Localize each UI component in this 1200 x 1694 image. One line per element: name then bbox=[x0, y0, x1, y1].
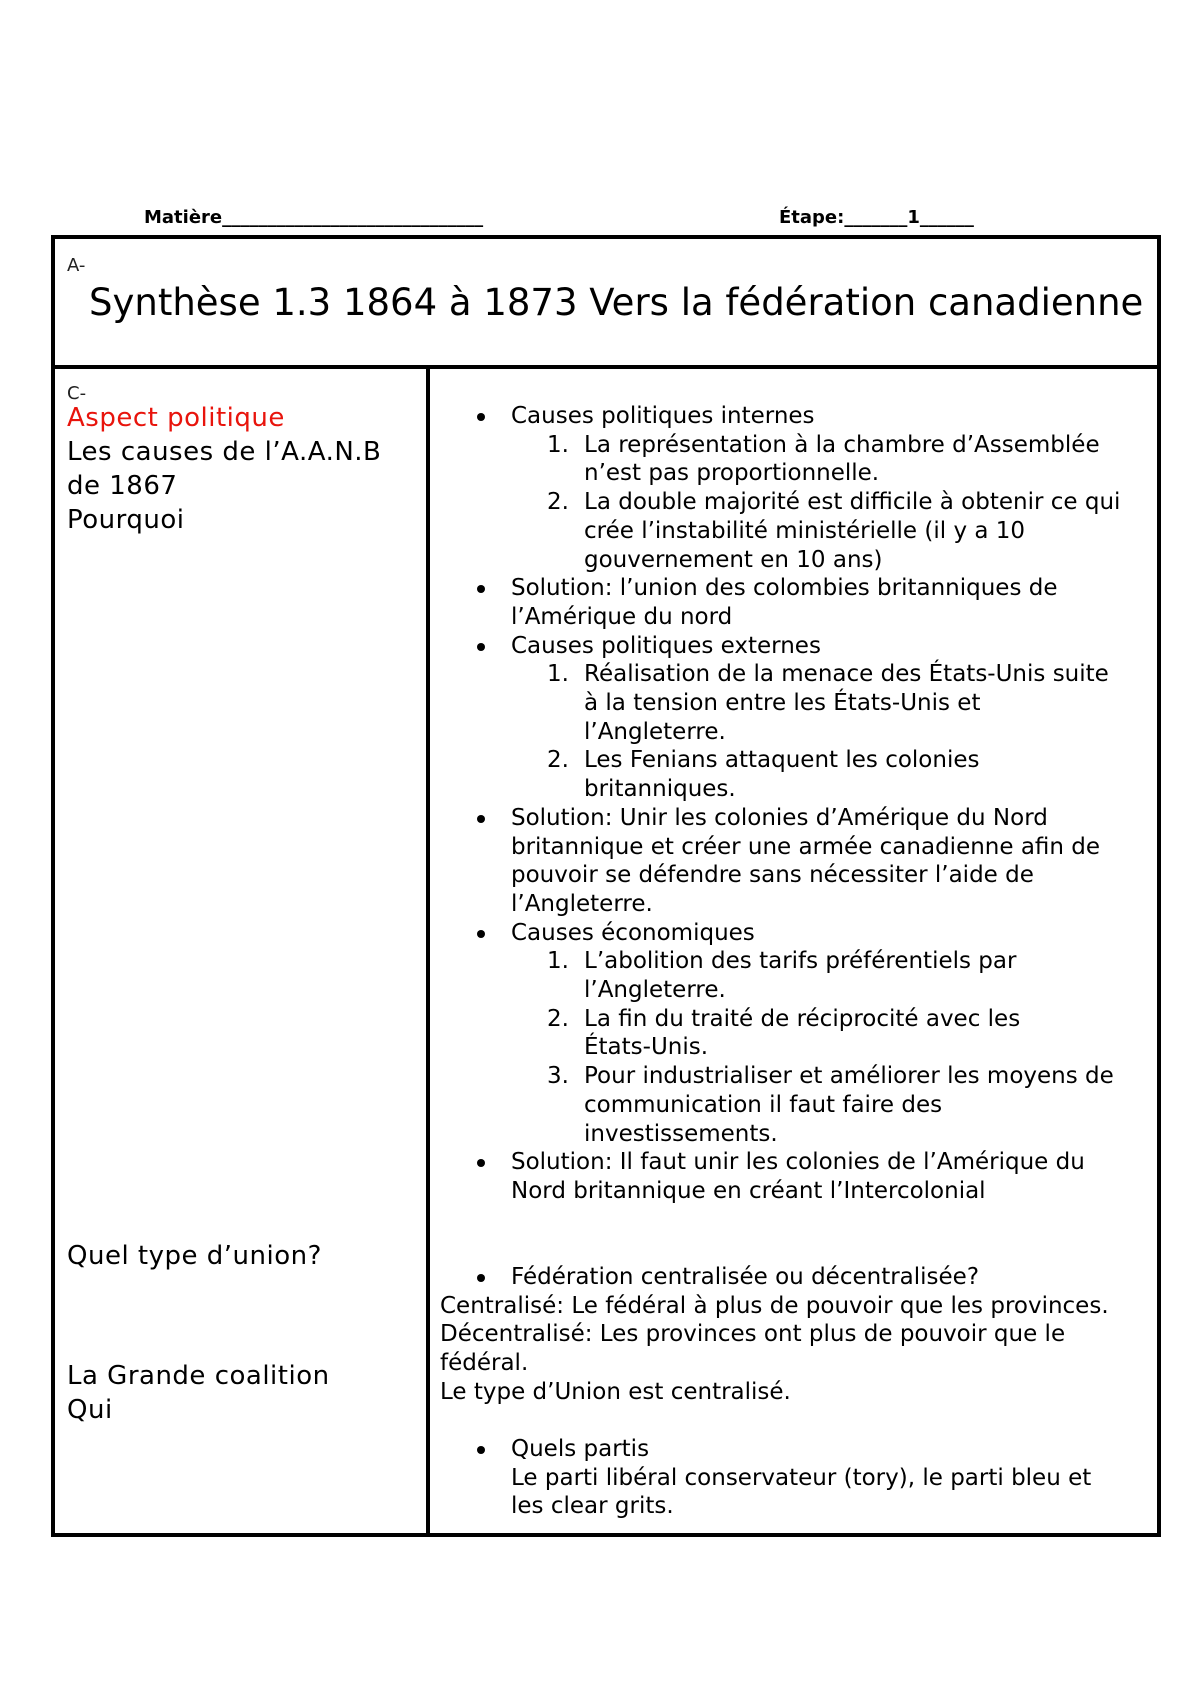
list-item-cont: États-Unis. bbox=[584, 1034, 709, 1061]
list-item-cont: Le parti libéral conservateur (tory), le parti bleu et bbox=[511, 1464, 1092, 1491]
aspect-heading: Aspect politique bbox=[67, 403, 285, 433]
coalition-answer bbox=[430, 1435, 1149, 1521]
causes-question bbox=[67, 401, 381, 537]
causes-heading-line: Pourquoi bbox=[67, 505, 185, 535]
list-item-cont: crée l’instabilité ministérielle (il y a 10 bbox=[584, 517, 1026, 544]
coalition-question bbox=[67, 1359, 330, 1427]
list-item-cont: Nord britannique en créant l’Intercolonial bbox=[511, 1177, 986, 1204]
list-item: Solution: Il faut unir les colonies de l’Amérique du bbox=[430, 1148, 1149, 1177]
list-item-cont: l’Angleterre. bbox=[584, 718, 726, 745]
list-item: Causes politiques externes bbox=[430, 632, 1149, 661]
list-item: Solution: Unir les colonies d’Amérique du Nord bbox=[430, 804, 1149, 833]
union-heading: Quel type d’union? bbox=[67, 1241, 322, 1271]
list-item-cont: gouvernement en 10 ans) bbox=[584, 546, 883, 573]
subject-field[interactable]: Matière_____________________________ bbox=[144, 207, 484, 228]
list-item: 2. Les Fenians attaquent les colonies bbox=[547, 747, 980, 774]
list-item-cont: britannique et créer une armée canadienne afin de bbox=[511, 833, 1101, 860]
list-item-cont: investissements. bbox=[584, 1120, 778, 1147]
list-item-cont: n’est pas proportionnelle. bbox=[584, 460, 880, 487]
list-item: Causes politiques internes bbox=[430, 402, 1149, 431]
causes-heading-line: de 1867 bbox=[67, 471, 178, 501]
list-item: 1. L’abolition des tarifs préférentiels par bbox=[547, 948, 1017, 975]
page-title: Synthèse 1.3 1864 à 1873 Vers la fédération canadienne bbox=[89, 281, 1144, 324]
list-item-cont: pouvoir se défendre sans nécessiter l’aide de bbox=[511, 862, 1034, 889]
list-item: 1. La représentation à la chambre d’Assemblée bbox=[547, 431, 1100, 458]
list-item: Causes économiques bbox=[430, 919, 1149, 948]
list-item-cont: à la tension entre les États-Unis et bbox=[584, 690, 981, 717]
list-item: Fédération centralisée ou décentralisée? bbox=[430, 1263, 1149, 1292]
coalition-heading-line: Qui bbox=[67, 1395, 113, 1425]
causes-heading-line: Les causes de l’A.A.N.B bbox=[67, 437, 382, 467]
paragraph-line: fédéral. bbox=[440, 1350, 529, 1377]
list-item-cont: l’Angleterre. bbox=[511, 890, 653, 917]
section-label-c: C- bbox=[67, 383, 87, 404]
list-item-cont: les clear grits. bbox=[511, 1493, 674, 1520]
list-item-cont: britanniques. bbox=[584, 776, 736, 803]
list-item: Solution: l’union des colombies britanniques de bbox=[430, 574, 1149, 603]
synthesis-table bbox=[51, 235, 1161, 1537]
right-column bbox=[430, 365, 1157, 1533]
paragraph-line: Le type d’Union est centralisé. bbox=[440, 1378, 791, 1405]
union-question bbox=[67, 1239, 322, 1273]
causes-answer bbox=[430, 402, 1149, 1206]
paragraph-line: Décentralisé: Les provinces ont plus de pouvoir que le bbox=[440, 1321, 1066, 1348]
coalition-heading-line: La Grande coalition bbox=[67, 1361, 330, 1391]
title-section bbox=[55, 239, 1157, 369]
section-label-a: A- bbox=[67, 255, 86, 276]
list-item: Quels partis bbox=[430, 1435, 1149, 1464]
union-answer bbox=[430, 1263, 1149, 1407]
list-item: 1. Réalisation de la menace des États-Unis suite bbox=[547, 661, 1109, 688]
paragraph-line: Centralisé: Le fédéral à plus de pouvoir que les provinces. bbox=[440, 1292, 1109, 1319]
list-item-cont: l’Angleterre. bbox=[584, 977, 726, 1004]
list-item-cont: l’Amérique du nord bbox=[511, 603, 733, 630]
stage-field[interactable]: Étape:_______1______ bbox=[779, 207, 974, 228]
worksheet-header bbox=[144, 207, 1064, 233]
list-item: 2. La fin du traité de réciprocité avec les bbox=[547, 1005, 1021, 1032]
left-column bbox=[55, 365, 430, 1533]
list-item: 2. La double majorité est difficile à obtenir ce qui bbox=[547, 489, 1121, 516]
list-item-cont: communication il faut faire des bbox=[584, 1091, 943, 1118]
list-item: 3. Pour industrialiser et améliorer les moyens de bbox=[547, 1063, 1114, 1090]
